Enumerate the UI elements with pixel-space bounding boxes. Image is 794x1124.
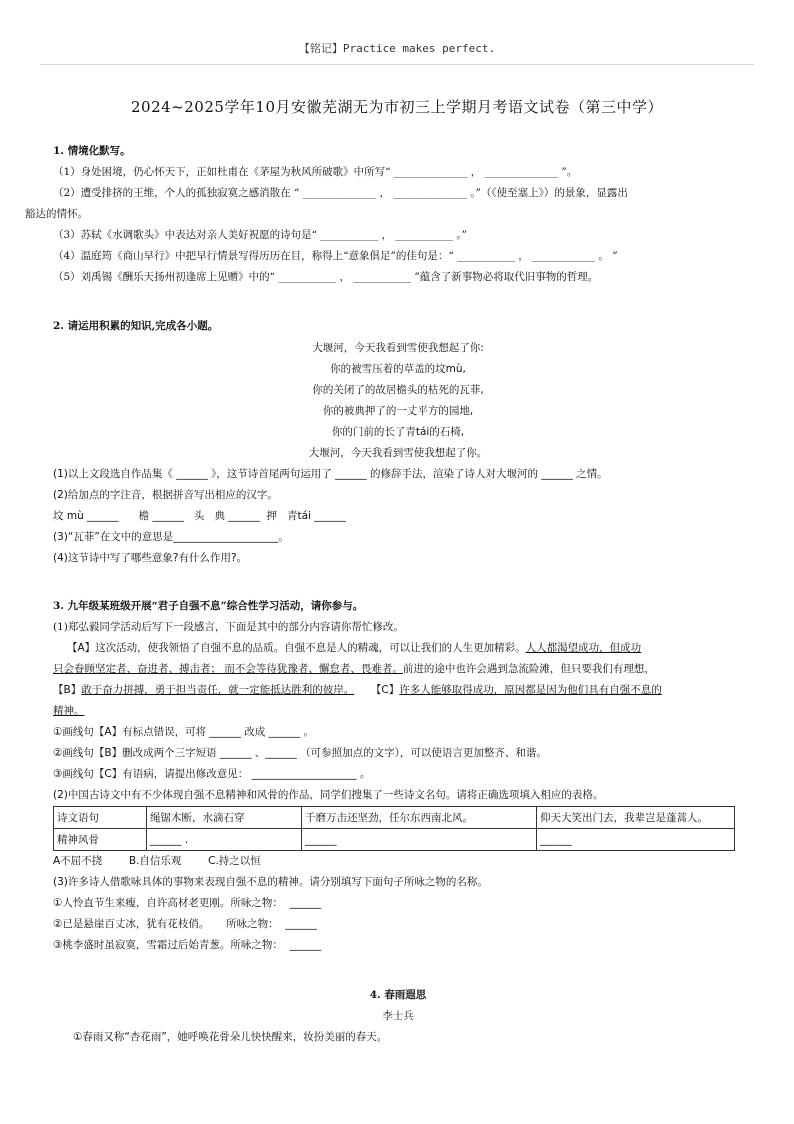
q3-correction-3: ③画线句【C】有语病，请提出修改意见： ____________________ 。 [53, 768, 371, 780]
passage-line [53, 638, 743, 659]
question-4 [53, 985, 743, 1048]
q1-item-3: （3）苏轼《水调歌头》中表达对亲人美好祝愿的诗句是“ ___________ ， ___________ 。” [53, 229, 468, 241]
q3-options: A不屈不挠 B.自信乐观 C.持之以恒 [53, 855, 261, 867]
passage-underlined: 人人都渴望成功，但成功 [525, 642, 642, 654]
question-3 [53, 596, 743, 956]
question-2-heading: 2. 请运用积累的知识,完成各小题。 [53, 320, 219, 332]
q1-item-2: （2）遭受排挤的王维，个人的孤独寂寞之感消散在 “ ______________ ， ______________ 。”（《使至塞上》）的景象，显露出 [53, 187, 628, 199]
table-cell: 仰天大笑出门去，我辈岂是蓬蒿人。 [537, 807, 735, 829]
q2-sub-2-blanks: 坟 mù ______ 檐 ______ 头 典 ______ 押 青tái ______ [53, 510, 346, 522]
poem-excerpt [53, 338, 743, 464]
q2-sub-2: (2)给加点的字注音，根据拼音写出相应的汉字。 [53, 489, 278, 501]
q3-passage [53, 638, 743, 722]
q3-sub-3c: ③桃李盛时虽寂寞，雪霜过后始青葱。所咏之物： ______ [53, 939, 322, 951]
poem-line: 你的门前的长了青tái的石椅, [331, 426, 465, 438]
question-1 [25, 141, 743, 288]
poem-line: 你的被雪压着的草盖的坟mù, [330, 363, 466, 375]
passage-text: 前进的途中也许会遇到急流险滩，但只要我们有理想， [402, 663, 655, 675]
question-2 [53, 316, 743, 569]
q3-intro: (1)郑弘毅同学活动后写下一段感言，下面是其中的部分内容请你帮忙修改。 [53, 621, 404, 633]
passage-underlined: 敢于奋力拼搏，勇于担当责任，就一定能抵达胜利的彼岸。 [81, 684, 355, 696]
question-1-heading: 1. 情境化默写。 [53, 145, 131, 157]
q2-sub-1: (1)以上文段选自作品集《 ______ 》，这节诗首尾两句运用了 ______ 的修辞手法，渲染了诗人对大堰河的 ______ 之情。 [53, 468, 608, 480]
table-cell: ______ . [147, 829, 302, 851]
passage-line [53, 659, 743, 680]
passage-underlined: 只会眷顾坚定者、奋进者、搏击者； 而不会等待犹豫者、懈怠者、畏难者。 [53, 663, 403, 675]
table-row [54, 829, 735, 851]
poem-line: 你的被典押了的一丈平方的园地, [322, 405, 474, 417]
passage-text: 【C】 [354, 684, 400, 696]
article-paragraph-1: ①春雨又称“杏花雨”，她呼唤花骨朵儿快快醒来，妆扮美丽的春天。 [73, 1031, 388, 1043]
question-3-heading: 3. 九年级某班级开展“君子自强不息”综合性学习活动，请你参与。 [53, 600, 364, 612]
table-cell: 绳锯木断，水滴石穿 [147, 807, 302, 829]
article-author: 李士兵 [382, 1010, 414, 1022]
table-row [54, 807, 735, 829]
exam-title: 2024~2025学年10月安徽芜湖无为市初三上学期月考语文试卷（第三中学） [130, 98, 663, 116]
q3-sub-3b: ②已是悬崖百丈冰，犹有花枝俏。 所咏之物： ______ [53, 918, 317, 930]
passage-text: 【A】这次活动，使我领悟了自强不息的品质。自强不息是人的精魂，可以让我们的人生更加精彩。 [67, 642, 526, 654]
q3-sub-3: (3)许多诗人借歌咏具体的事物来表现自强不息的精神。请分别填写下面句子所咏之物的名称。 [53, 876, 488, 888]
passage-line [53, 701, 743, 722]
q3-correction-1: ①画线句【A】有标点错误，可将 ______ 改成 ______ 。 [53, 726, 314, 738]
poem-line: 大堰河，今天我看到雪使我想起了你。 [308, 447, 488, 459]
table-cell: 诗文语句 [54, 807, 147, 829]
passage-underlined: 精神。 [53, 705, 85, 717]
header-divider [40, 64, 754, 65]
page-header: 【铭记】Practice makes perfect. [298, 42, 496, 55]
q2-sub-4: (4)这节诗中写了哪些意象?有什么作用?。 [53, 552, 248, 564]
passage-underlined: 许多人能够取得成功，原因都是因为他们具有自强不息的 [399, 684, 662, 696]
q1-item-4: （4）温庭筠《商山早行》中把早行情景写得历历在目，称得上“意象俱足”的佳句是：“ ___________ ， ____________ 。 ” [53, 250, 618, 262]
poem-line: 你的关闭了的故居檐头的枯死的瓦菲, [312, 384, 484, 396]
q3-correction-2: ②画线句【B】删改成两个三字短语 ______ 、______ （可参照加点的文字），可以使语言更加整齐、和谐。 [53, 747, 547, 759]
q1-item-2-cont: 豁达的情怀。 [25, 208, 88, 220]
q3-sub-3a: ①人怜直节生来瘦，自许高材老更刚。所咏之物： ______ [53, 897, 322, 909]
q1-item-5: （5）刘禹锡《酬乐天扬州初逢席上见赠》中的“ ___________ ， ___________ ”蕴含了新事物必将取代旧事物的哲理。 [53, 271, 599, 283]
passage-text: 【B】 [53, 684, 82, 696]
quotes-table [53, 806, 735, 851]
passage-line [53, 680, 743, 701]
table-cell: ______ [302, 829, 537, 851]
poem-line: 大堰河，今天我看到雪使我想起了你: [312, 342, 484, 354]
table-cell: 千磨万击还坚劲，任尔东西南北风。 [302, 807, 537, 829]
question-4-heading: 4. 春雨遐思 [369, 989, 427, 1001]
q1-item-1: （1）身处困境，仍心怀天下，正如杜甫在《茅屋为秋风所破歌》中所写“ ______________ ， ______________ ”。 [53, 166, 578, 178]
table-cell: ______ [537, 829, 735, 851]
q3-table-intro: (2)中国古诗文中有不少体现自强不息精神和风骨的作品，同学们搜集了一些诗文名句。请将正确选项填入相应的表格。 [53, 789, 604, 801]
q2-sub-3: (3)“瓦菲”在文中的意思是____________________。 [53, 531, 289, 543]
table-cell: 精神风骨 [54, 829, 147, 851]
